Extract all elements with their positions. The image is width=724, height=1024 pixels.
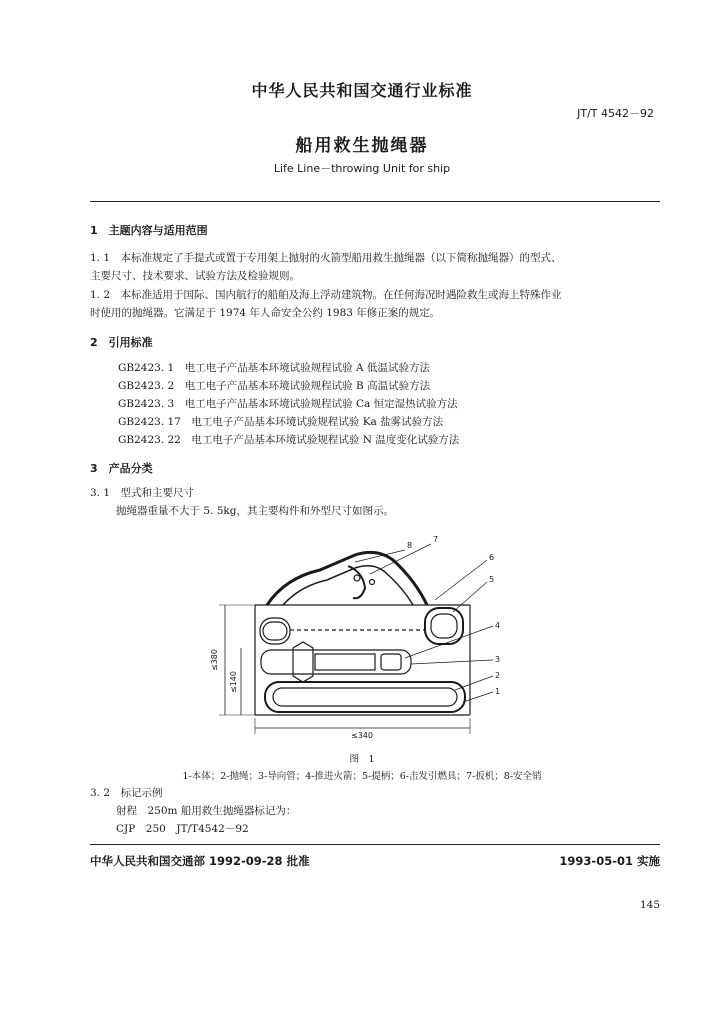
figure-1-legend: 1-本体；2-抛绳；3-导向管；4-推进火箭；5-提柄；6-击发引燃具；7-扳机；8-安全销 [182,771,542,782]
approval-statement: 中华人民共和国交通部 1992-09-28 批准 [90,854,310,868]
reference-item: GB2423. 3 电工电子产品基本环境试验规程试验 Ca 恒定湿热试验方法 [118,398,458,410]
header-divider [90,201,660,202]
callout-2: 2 [495,671,501,680]
height-dimension-label: ≤380 [210,649,219,671]
callout-5: 5 [489,575,495,584]
document-subtitle-english: Life Line－throwing Unit for ship [273,162,451,175]
clause-3-1-title: 3. 1 型式和主要尺寸 [90,487,195,499]
callout-1: 1 [495,687,501,696]
rocket-body [315,654,375,670]
rope-coil-bottom-inner [273,688,457,706]
clause-3-2-line-2: CJP 250 JT/T4542－92 [116,823,249,835]
organization-title: 中华人民共和国交通行业标准 [251,81,473,100]
trigger-pin [354,575,360,581]
callout-6: 6 [489,553,495,562]
callout-8: 8 [407,541,413,550]
reference-item: GB2423. 1 电工电子产品基本环境试验规程试验 A 低温试验方法 [118,362,430,374]
rocket-nose [293,642,313,682]
implementation-date: 1993-05-01 实施 [559,854,660,868]
reference-item: GB2423. 22 电工电子产品基本环境试验规程试验 N 温度变化试验方法 [118,434,460,446]
reference-item: GB2423. 17 电工电子产品基本环境试验规程试验 Ka 盐雾试验方法 [118,416,444,428]
footer-divider [90,844,660,845]
reference-item: GB2423. 2 电工电子产品基本环境试验规程试验 B 高温试验方法 [118,380,431,392]
safety-pin [370,580,375,585]
clause-3-2-line-1: 射程 250m 船用救生抛绳器标记为： [116,805,297,817]
callout-4: 4 [495,621,501,630]
callout-3: 3 [495,655,501,664]
rope-coil-right-inner [431,614,457,638]
leader-1 [463,692,493,702]
leader-4 [405,626,493,658]
clause-1-1-line-1: 1. 1 本标准规定了手提式或置于专用架上抛射的火箭型船用救生抛绳器（以下简称抛绳器）的型式、 [90,252,562,264]
inner-dimension-label: ≤140 [229,671,238,693]
standard-number: JT/T 4542－92 [577,107,654,120]
leader-7 [370,544,431,574]
rope-coil-bottom [265,682,465,712]
clause-1-2 [90,286,660,322]
page-number: 145 [639,899,660,911]
handle-inner [283,566,413,605]
leader-2 [455,676,493,690]
figure-1-drawing [205,530,525,742]
clause-1-2-line-1: 1. 2 本标准适用于国际、国内航行的船舶及海上浮动建筑物。在任何海况时遇险救生或海上特殊作业 [90,289,562,301]
rope-coil-left-inner [263,622,287,640]
leader-6 [435,560,487,600]
rocket-tail [381,654,401,670]
section-2-title: 2 引用标准 [90,336,153,349]
document-title: 船用救生抛绳器 [295,136,429,156]
section-3-title: 3 产品分类 [90,462,153,475]
clause-1-1 [90,249,660,285]
width-dimension-label: ≤340 [351,731,373,740]
section-1-title: 1 主题内容与适用范围 [90,224,208,237]
leader-3 [411,660,493,664]
clause-3-2-title: 3. 2 标记示例 [90,787,163,799]
trigger-outline [348,566,365,598]
clause-1-1-line-2: 主要尺寸、技术要求、试验方法及检验规则。 [90,270,300,282]
figure-1-caption: 图 1 [349,754,375,765]
clause-1-2-line-2: 时使用的抛绳器。它满足于 1974 年人命安全公约 1983 年修正案的规定。 [90,307,441,319]
callout-7: 7 [433,535,439,544]
clause-3-1-text: 抛绳器重量不大于 5. 5kg，其主要构件和外型尺寸如图示。 [116,505,394,517]
